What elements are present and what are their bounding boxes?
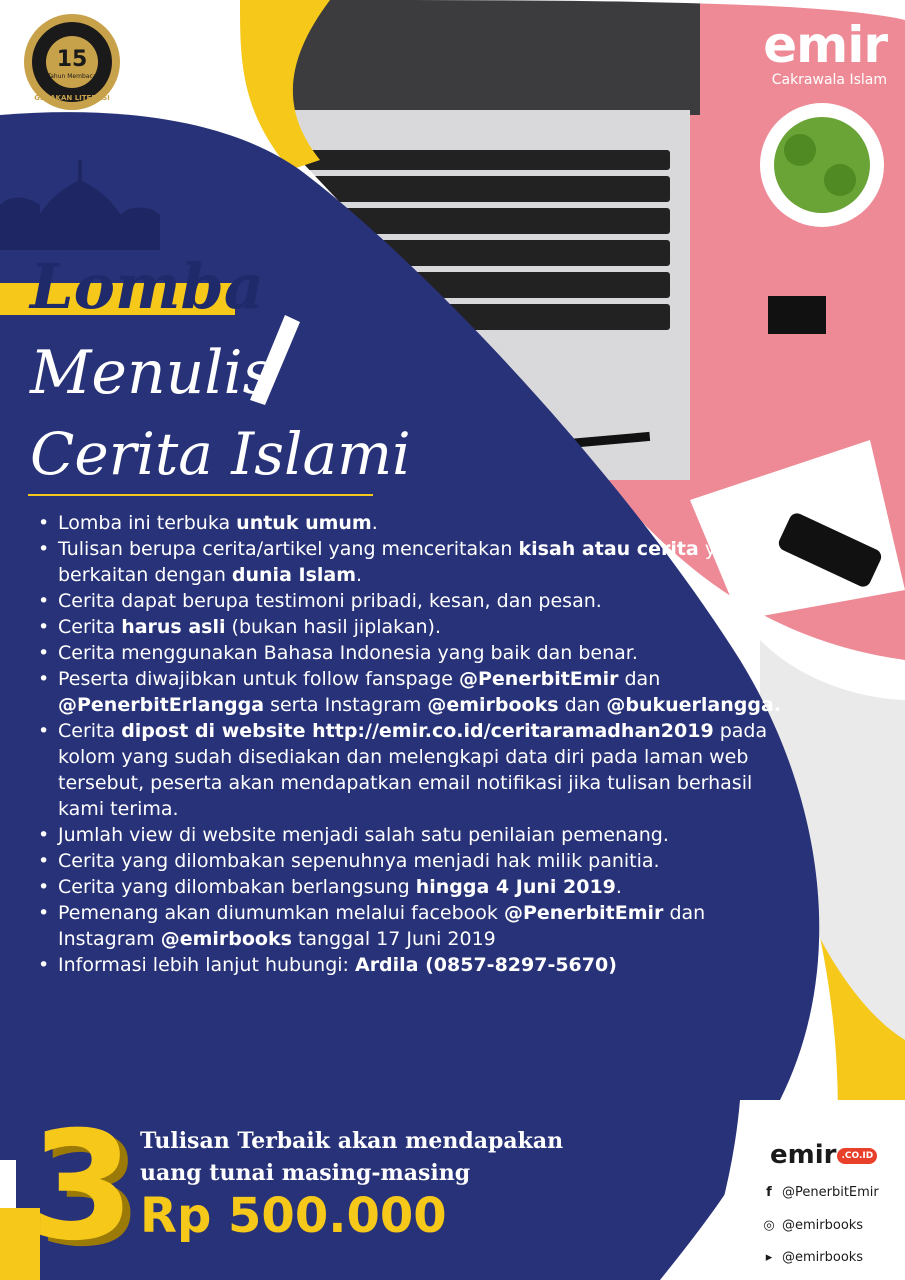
rule-text: Lomba ini terbuka — [58, 512, 237, 534]
rule-text: Cerita dapat berupa testimoni pribadi, kesan, dan pesan. — [58, 590, 602, 612]
brand-tagline: Cakrawala Islam — [771, 72, 887, 88]
badge-ring: GERAKAN LITERASI — [34, 94, 110, 102]
footer-logo — [770, 1140, 877, 1170]
brand-name: emir — [763, 16, 887, 74]
rule-text: dan — [618, 668, 661, 690]
rule-item — [38, 900, 798, 952]
rule-text: Ardila (0857-8297-5670) — [354, 954, 617, 976]
rule-text: @PenerbitEmir — [459, 668, 619, 690]
title-line-2: Menulis — [30, 338, 274, 408]
rule-text: Cerita menggunakan Bahasa Indonesia yang baik dan benar. — [58, 642, 638, 664]
rule-item — [38, 588, 798, 614]
rule-text: Jumlah view di website menjadi salah satu penilaian pemenang. — [58, 824, 669, 846]
badge-number: 15 — [56, 47, 88, 72]
rule-text: Cerita — [58, 720, 122, 742]
rule-text: (bukan hasil jiplakan). — [225, 616, 441, 638]
rule-text: Informasi lebih lanjut hubungi: — [58, 954, 355, 976]
rule-item — [38, 510, 798, 536]
rule-text: dan — [558, 694, 607, 716]
prize-amount: Rp 500.000 — [140, 1188, 447, 1244]
rule-text: harus asli — [121, 616, 226, 638]
rule-text: @emirbooks — [160, 928, 292, 950]
rule-text: @emirbooks — [427, 694, 559, 716]
prize-line-1: Tulisan Terbaik akan mendapakan — [140, 1128, 564, 1154]
rule-text: . — [356, 564, 363, 586]
rule-text: pada kolom yang sudah disediakan dan melengkapi data diri pada laman web tersebut, peserta akan mendapatkan email notifikasi jika tulisan berhasil kami terima. — [58, 720, 768, 820]
rule-item — [38, 640, 798, 666]
footer-logo-suffix: .CO.ID — [837, 1148, 877, 1164]
rule-item — [38, 952, 798, 978]
rule-item — [38, 536, 798, 588]
facebook-link[interactable] — [762, 1185, 879, 1200]
rule-text: Peserta diwajibkan untuk follow fanspage — [58, 668, 459, 690]
rule-text: yang berkaitan dengan — [58, 538, 752, 586]
rule-item — [38, 848, 798, 874]
rule-item — [38, 614, 798, 640]
rule-text: Cerita yang dilombakan berlangsung — [58, 876, 416, 898]
twitter-link[interactable] — [762, 1250, 863, 1265]
twitter-handle: @emirbooks — [782, 1250, 864, 1265]
rule-text: . — [371, 512, 378, 534]
rule-text: dunia Islam — [231, 564, 357, 586]
twitter-icon: ▸ — [765, 1250, 773, 1265]
rule-text: Cerita yang dilombakan sepenuhnya menjadi hak milik panitia. — [58, 850, 660, 872]
rule-text: untuk umum — [236, 512, 372, 534]
rule-text: hingga 4 Juni 2019 — [415, 876, 616, 898]
rule-item — [38, 718, 798, 822]
title-line-3: Cerita Islami — [30, 420, 411, 488]
rule-text: @PenerbitErlangga — [58, 694, 265, 716]
facebook-icon: f — [766, 1185, 772, 1200]
literacy-badge — [22, 12, 122, 112]
rules-list — [38, 510, 798, 978]
instagram-handle: @emirbooks — [782, 1218, 864, 1233]
rule-item — [38, 666, 798, 718]
rule-text: Cerita — [58, 616, 122, 638]
rule-text: @bukuerlangga. — [606, 694, 782, 716]
rule-text: Tulisan berupa cerita/artikel yang menceritakan — [58, 538, 519, 560]
prize-line-2: uang tunai masing-masing — [140, 1160, 471, 1186]
prize-count: 3 — [30, 1100, 135, 1274]
title-line-1: Lomba — [30, 250, 265, 323]
emir-logo — [763, 16, 887, 88]
footer-logo-word: emir — [770, 1140, 837, 1170]
rule-text: . — [615, 876, 622, 898]
rule-item — [38, 822, 798, 848]
rule-text: tanggal 17 Juni 2019 — [291, 928, 496, 950]
badge-sub: Tahun Membaca — [47, 73, 97, 80]
rule-text: @PenerbitEmir — [503, 902, 664, 924]
instagram-icon: ◎ — [763, 1218, 775, 1233]
rule-text: Pemenang akan diumumkan melalui facebook — [58, 902, 504, 924]
rule-item — [38, 874, 798, 900]
rule-text: dan Instagram — [58, 902, 706, 950]
rule-text: dipost di website http://emir.co.id/ceritaramadhan2019 — [121, 720, 714, 742]
rule-text: serta Instagram — [264, 694, 428, 716]
instagram-link[interactable] — [762, 1218, 863, 1233]
facebook-handle: @PenerbitEmir — [782, 1185, 879, 1200]
rule-text: kisah atau cerita — [518, 538, 699, 560]
